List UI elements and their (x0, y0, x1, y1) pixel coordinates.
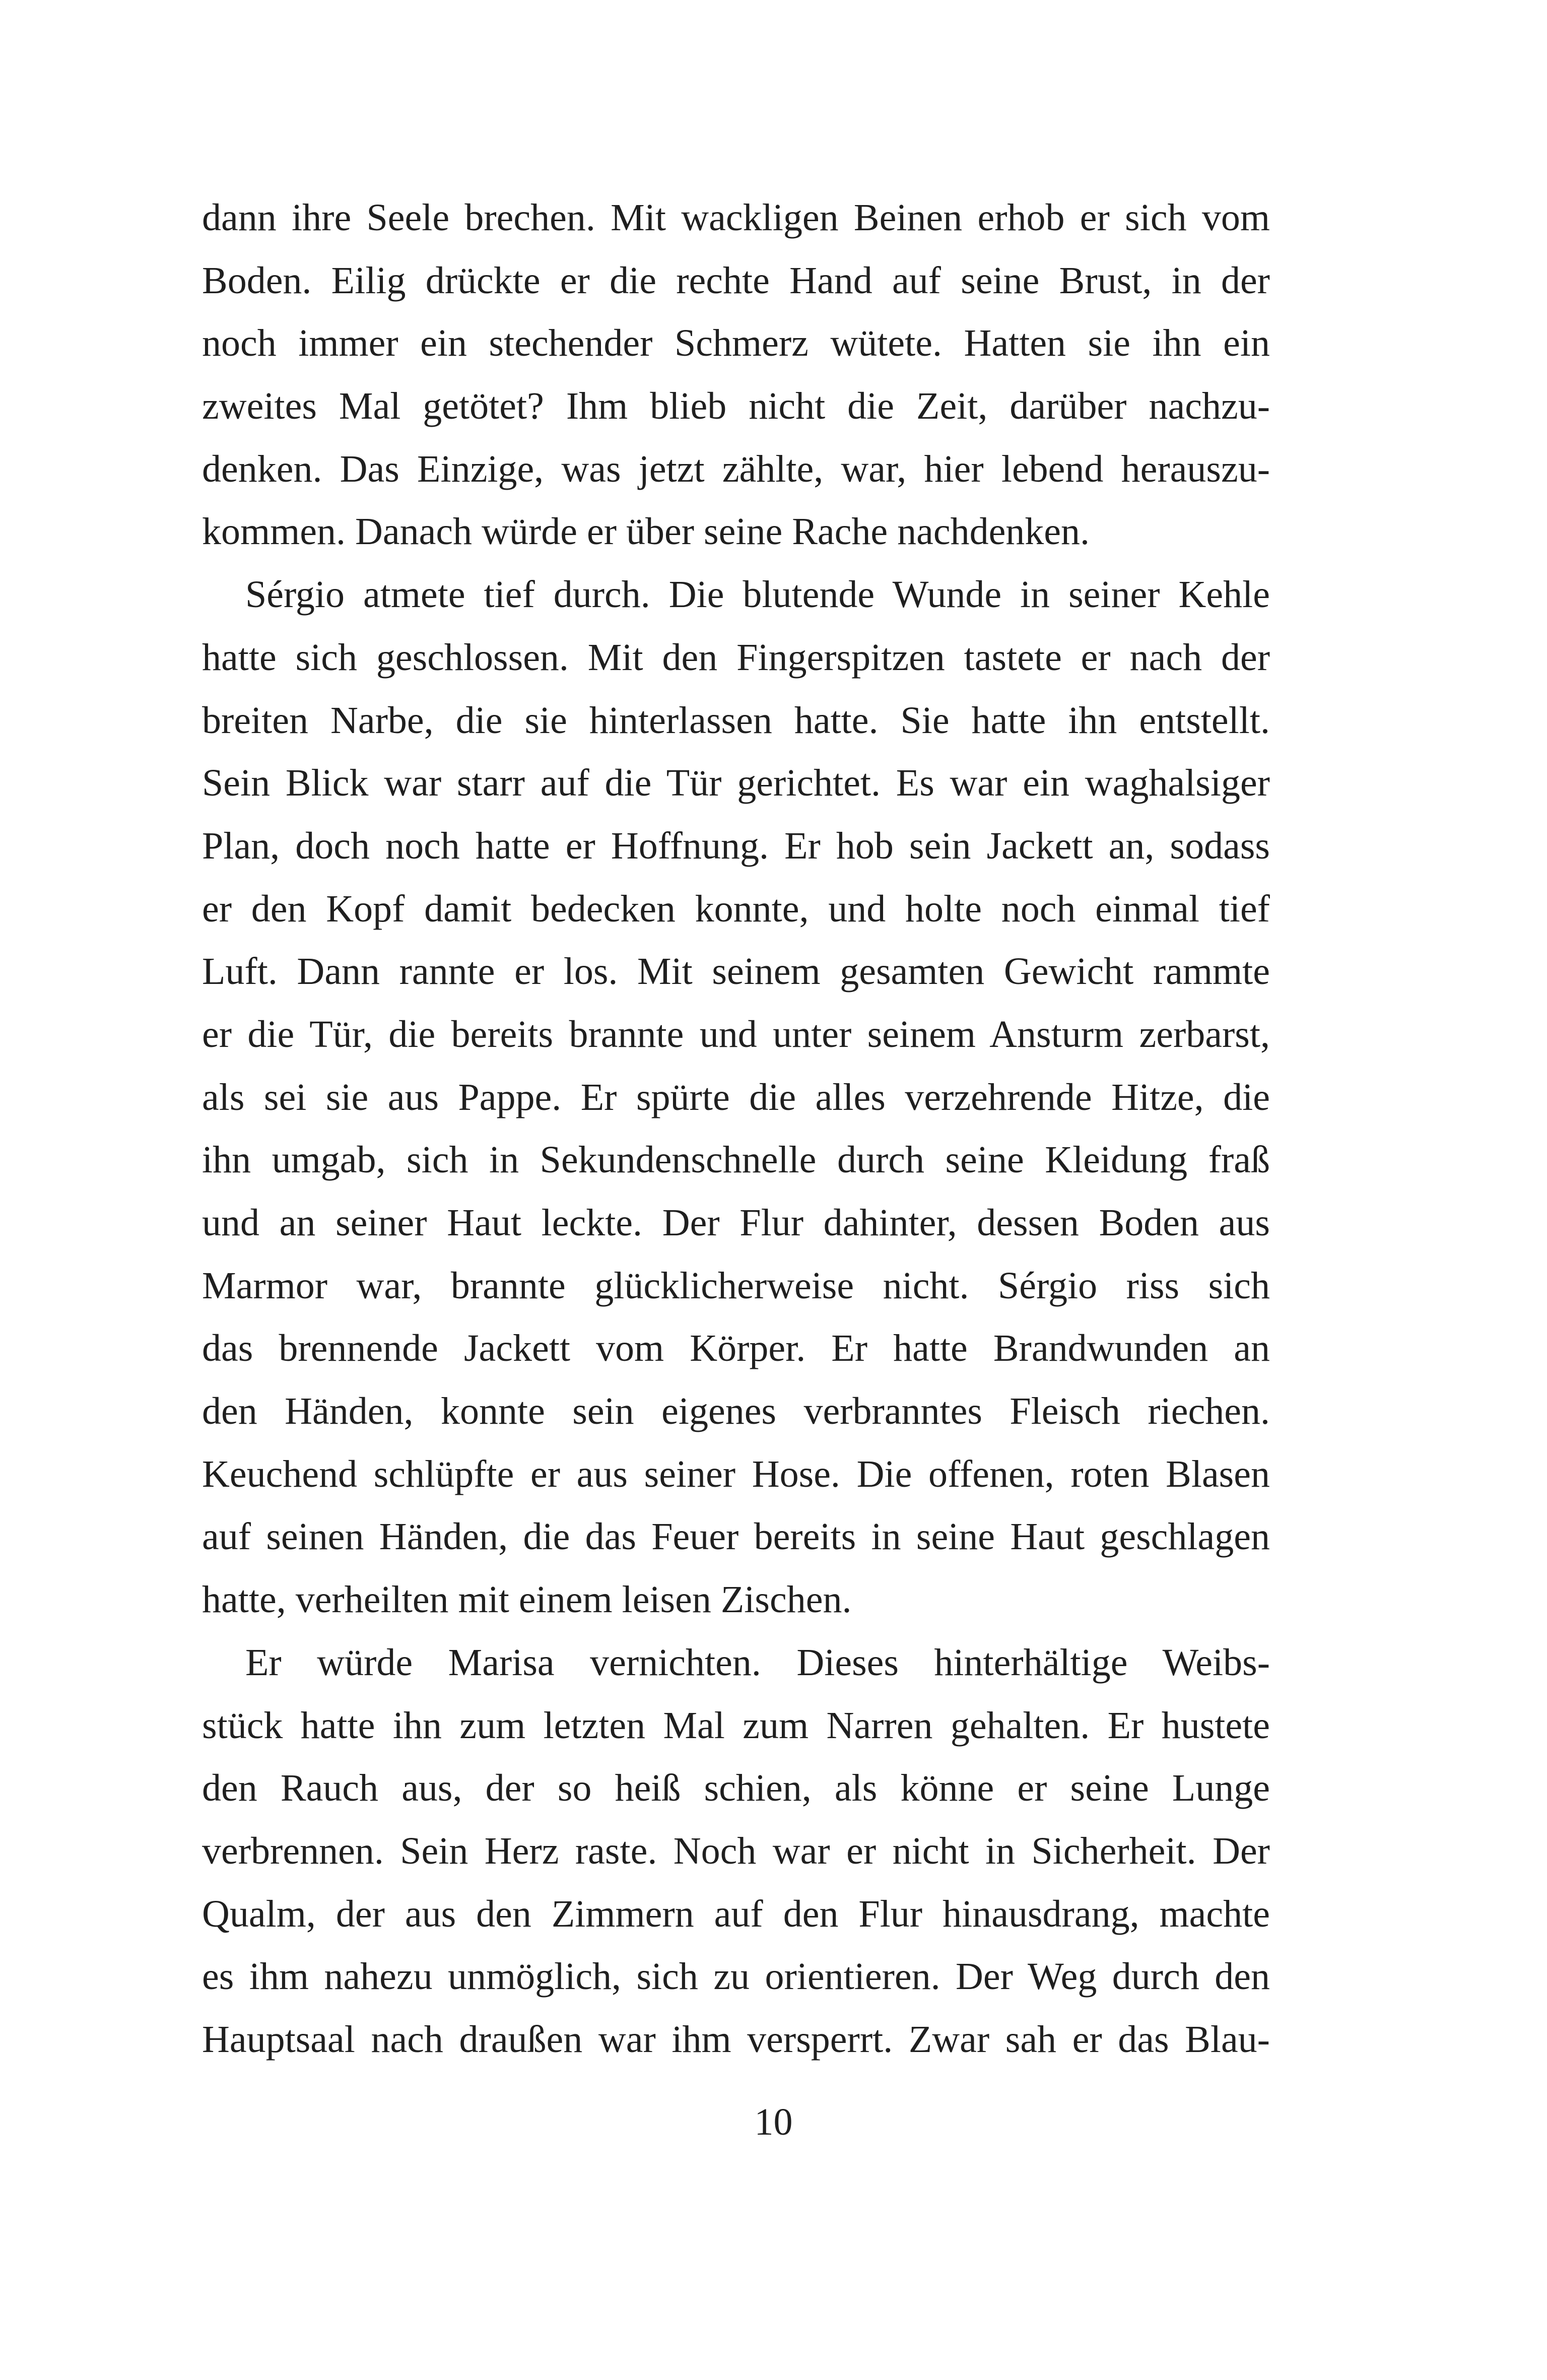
text-line: Luft. Dann rannte er los. Mit seinem gesamten Gewicht rammte (202, 950, 1270, 993)
body-text (202, 186, 1270, 2071)
text-line: den Händen, konnte sein eigenes verbranntes Fleisch riechen. (202, 1390, 1270, 1433)
text-line: er den Kopf damit bedecken konnte, und holte noch einmal tief (202, 887, 1270, 930)
text-line: Er würde Marisa vernichten. Dieses hinterhältige Weibs- (245, 1641, 1270, 1684)
text-line: Hauptsaal nach draußen war ihm versperrt. Zwar sah er das Blau- (202, 2018, 1270, 2061)
paragraph (202, 186, 1270, 563)
text-line: und an seiner Haut leckte. Der Flur dahinter, dessen Boden aus (202, 1202, 1270, 1244)
text-line: hatte sich geschlossen. Mit den Fingerspitzen tastete er nach der (202, 636, 1270, 679)
text-line: Sein Blick war starr auf die Tür gerichtet. Es war ein waghalsiger (202, 762, 1270, 805)
text-line: hatte, verheilten mit einem leisen Zischen. (202, 1578, 852, 1621)
paragraph (202, 563, 1270, 1631)
text-line: das brennende Jackett vom Körper. Er hatte Brandwunden an (202, 1327, 1270, 1370)
text-line: den Rauch aus, der so heiß schien, als könne er seine Lunge (202, 1767, 1270, 1810)
paragraph (202, 1631, 1270, 2071)
text-line: stück hatte ihn zum letzten Mal zum Narren gehalten. Er hustete (202, 1704, 1270, 1747)
text-line: Marmor war, brannte glücklicherweise nicht. Sérgio riss sich (202, 1264, 1270, 1307)
text-line: zweites Mal getötet? Ihm blieb nicht die Zeit, darüber nachzu- (202, 385, 1270, 428)
text-line: Sérgio atmete tief durch. Die blutende Wunde in seiner Kehle (245, 573, 1270, 616)
text-line: Keuchend schlüpfte er aus seiner Hose. Die offenen, roten Blasen (202, 1452, 1270, 1495)
text-line: als sei sie aus Pappe. Er spürte die alles verzehrende Hitze, die (202, 1076, 1270, 1118)
text-line: Boden. Eilig drückte er die rechte Hand auf seine Brust, in der (202, 259, 1270, 302)
text-line: breiten Narbe, die sie hinterlassen hatte. Sie hatte ihn entstellt. (202, 699, 1270, 742)
text-line: es ihm nahezu unmöglich, sich zu orientieren. Der Weg durch den (202, 1955, 1270, 1998)
text-line: Plan, doch noch hatte er Hoffnung. Er hob sein Jackett an, sodass (202, 824, 1270, 867)
text-line: dann ihre Seele brechen. Mit wackligen Beinen erhob er sich vom (202, 196, 1270, 239)
text-line: denken. Das Einzige, was jetzt zählte, war, hier lebend herauszu- (202, 447, 1270, 490)
text-line: Qualm, der aus den Zimmern auf den Flur hinausdrang, machte (202, 1892, 1270, 1935)
text-line: kommen. Danach würde er über seine Rache nachdenken. (202, 510, 1090, 553)
text-line: auf seinen Händen, die das Feuer bereits in seine Haut geschlagen (202, 1515, 1270, 1558)
text-line: er die Tür, die bereits brannte und unter seinem Ansturm zerbarst, (202, 1013, 1270, 1055)
text-line: ihn umgab, sich in Sekundenschnelle durch seine Kleidung fraß (202, 1139, 1270, 1181)
page-number: 10 (754, 2101, 793, 2143)
text-line: verbrennen. Sein Herz raste. Noch war er nicht in Sicherheit. Der (202, 1829, 1270, 1872)
text-line: noch immer ein stechender Schmerz wütete. Hatten sie ihn ein (202, 322, 1270, 365)
